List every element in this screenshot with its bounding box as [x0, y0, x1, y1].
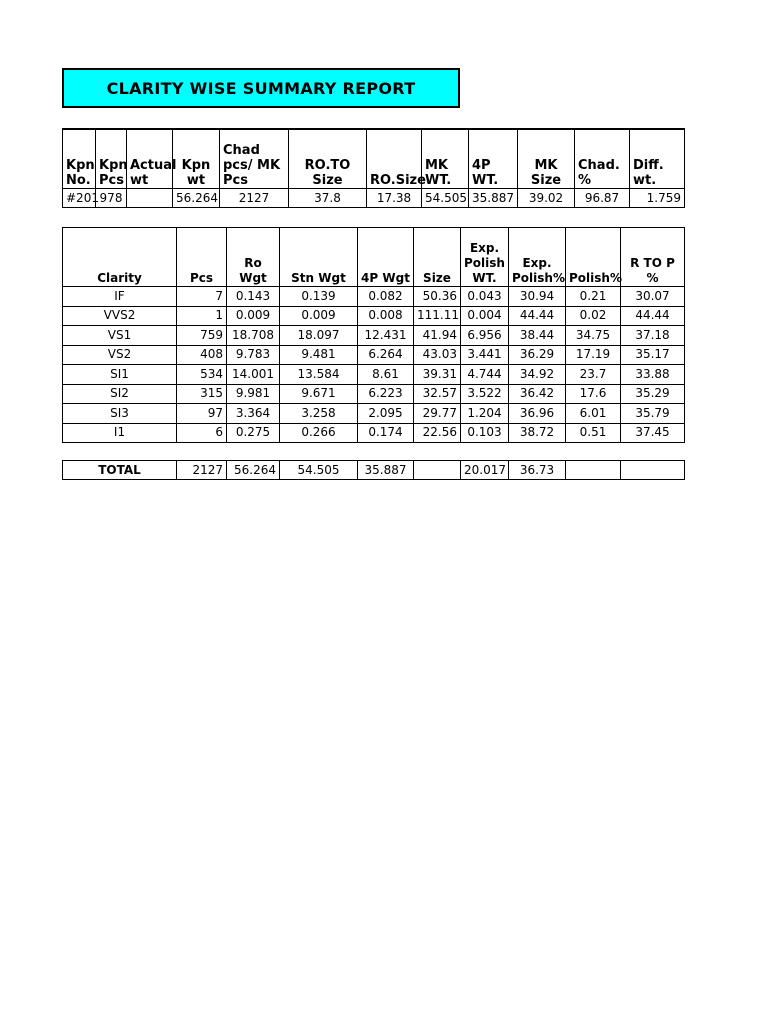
kpn-cell: 37.8 — [289, 189, 367, 208]
clarity-cell: 33.88 — [621, 365, 685, 385]
clarity-cell: 97 — [177, 404, 227, 424]
clarity-cell: 3.258 — [280, 404, 358, 424]
clarity-cell: 22.56 — [414, 423, 461, 443]
clarity-cell: 3.522 — [461, 384, 509, 404]
clarity-cell: 18.097 — [280, 326, 358, 346]
clarity-row — [63, 326, 685, 346]
clarity-cell: 50.36 — [414, 287, 461, 307]
clarity-row — [63, 404, 685, 424]
clarity-cell: 39.31 — [414, 365, 461, 385]
clarity-cell: 6.264 — [358, 345, 414, 365]
clarity-cell: 3.441 — [461, 345, 509, 365]
kpn-cell: 96.87 — [575, 189, 630, 208]
clarity-cell: 6.01 — [566, 404, 621, 424]
clarity-cell: 2.095 — [358, 404, 414, 424]
kpn-header-cell: RO.TO Size — [289, 129, 367, 189]
clarity-cell: 0.082 — [358, 287, 414, 307]
clarity-cell: 9.981 — [227, 384, 280, 404]
clarity-cell: 44.44 — [621, 306, 685, 326]
clarity-row — [63, 287, 685, 307]
clarity-header-cell: R TO P % — [621, 228, 685, 287]
clarity-grade-cell: I1 — [63, 423, 177, 443]
clarity-cell: 0.009 — [227, 306, 280, 326]
clarity-cell: 9.671 — [280, 384, 358, 404]
clarity-header-cell: Stn Wgt — [280, 228, 358, 287]
total-cell: 20.017 — [461, 461, 509, 480]
clarity-cell: 17.6 — [566, 384, 621, 404]
kpn-header-cell: Kpn No. — [63, 129, 96, 189]
total-cell: 56.264 — [227, 461, 280, 480]
clarity-cell: 3.364 — [227, 404, 280, 424]
kpn-cell — [127, 189, 173, 208]
clarity-cell: 36.42 — [509, 384, 566, 404]
total-label: TOTAL — [63, 461, 177, 480]
clarity-cell: 32.57 — [414, 384, 461, 404]
kpn-cell: 1.759 — [630, 189, 685, 208]
kpn-header-cell: MK Size — [518, 129, 575, 189]
clarity-cell: 18.708 — [227, 326, 280, 346]
clarity-cell: 9.783 — [227, 345, 280, 365]
clarity-row — [63, 365, 685, 385]
kpn-cell: 2127 — [220, 189, 289, 208]
kpn-cell: 54.505 — [422, 189, 469, 208]
clarity-cell: 534 — [177, 365, 227, 385]
clarity-cell: 0.043 — [461, 287, 509, 307]
clarity-row — [63, 423, 685, 443]
clarity-cell: 4.744 — [461, 365, 509, 385]
clarity-cell: 37.45 — [621, 423, 685, 443]
clarity-cell: 38.44 — [509, 326, 566, 346]
kpn-cell: 17.38 — [367, 189, 422, 208]
total-cell — [621, 461, 685, 480]
clarity-cell: 43.03 — [414, 345, 461, 365]
clarity-header-cell: Size — [414, 228, 461, 287]
clarity-cell: 9.481 — [280, 345, 358, 365]
kpn-cell: 35.887 — [469, 189, 518, 208]
kpn-header-cell: Kpn Pcs — [96, 129, 127, 189]
kpn-summary-table — [62, 128, 685, 208]
total-cell: 54.505 — [280, 461, 358, 480]
clarity-cell: 6.223 — [358, 384, 414, 404]
clarity-grade-cell: VVS2 — [63, 306, 177, 326]
clarity-cell: 6 — [177, 423, 227, 443]
clarity-cell: 0.174 — [358, 423, 414, 443]
clarity-cell: 759 — [177, 326, 227, 346]
total-table — [62, 460, 685, 480]
report-title: CLARITY WISE SUMMARY REPORT — [62, 68, 460, 108]
clarity-cell: 29.77 — [414, 404, 461, 424]
clarity-cell: 44.44 — [509, 306, 566, 326]
kpn-cell: #201 — [63, 189, 96, 208]
clarity-cell: 35.29 — [621, 384, 685, 404]
clarity-cell: 0.103 — [461, 423, 509, 443]
clarity-row — [63, 306, 685, 326]
clarity-cell: 35.79 — [621, 404, 685, 424]
kpn-header-cell: 4P WT. — [469, 129, 518, 189]
clarity-cell: 0.21 — [566, 287, 621, 307]
clarity-cell: 30.07 — [621, 287, 685, 307]
clarity-cell: 1 — [177, 306, 227, 326]
clarity-cell: 0.51 — [566, 423, 621, 443]
clarity-cell: 17.19 — [566, 345, 621, 365]
clarity-cell: 12.431 — [358, 326, 414, 346]
clarity-header-cell: Polish% — [566, 228, 621, 287]
total-cell — [414, 461, 461, 480]
clarity-cell: 23.7 — [566, 365, 621, 385]
clarity-cell: 36.29 — [509, 345, 566, 365]
kpn-data-row — [63, 189, 685, 208]
clarity-cell: 0.008 — [358, 306, 414, 326]
clarity-header-cell: Exp. Polish% — [509, 228, 566, 287]
total-cell: 36.73 — [509, 461, 566, 480]
clarity-grade-cell: SI2 — [63, 384, 177, 404]
clarity-header-row — [63, 228, 685, 287]
clarity-row — [63, 384, 685, 404]
kpn-cell: 56.264 — [173, 189, 220, 208]
kpn-header-row — [63, 129, 685, 189]
kpn-cell: 39.02 — [518, 189, 575, 208]
kpn-header-cell: Chad. % — [575, 129, 630, 189]
clarity-cell: 34.92 — [509, 365, 566, 385]
clarity-grade-cell: VS1 — [63, 326, 177, 346]
clarity-grade-cell: SI3 — [63, 404, 177, 424]
kpn-header-cell: Diff. wt. — [630, 129, 685, 189]
clarity-cell: 38.72 — [509, 423, 566, 443]
clarity-grade-cell: SI1 — [63, 365, 177, 385]
clarity-cell: 8.61 — [358, 365, 414, 385]
clarity-cell: 36.96 — [509, 404, 566, 424]
clarity-header-cell: 4P Wgt — [358, 228, 414, 287]
clarity-cell: 35.17 — [621, 345, 685, 365]
clarity-cell: 34.75 — [566, 326, 621, 346]
clarity-cell: 0.139 — [280, 287, 358, 307]
clarity-cell: 0.004 — [461, 306, 509, 326]
clarity-cell: 14.001 — [227, 365, 280, 385]
clarity-row — [63, 345, 685, 365]
clarity-header-cell: Clarity — [63, 228, 177, 287]
kpn-header-cell: RO.Size — [367, 129, 422, 189]
clarity-cell: 6.956 — [461, 326, 509, 346]
kpn-header-cell: Chad pcs/ MK Pcs — [220, 129, 289, 189]
clarity-cell: 315 — [177, 384, 227, 404]
clarity-cell: 0.009 — [280, 306, 358, 326]
clarity-cell: 408 — [177, 345, 227, 365]
kpn-header-cell: Kpn wt — [173, 129, 220, 189]
clarity-cell: 0.275 — [227, 423, 280, 443]
clarity-cell: 0.266 — [280, 423, 358, 443]
clarity-cell: 0.02 — [566, 306, 621, 326]
clarity-cell: 41.94 — [414, 326, 461, 346]
kpn-header-cell: Actual wt — [127, 129, 173, 189]
clarity-cell: 7 — [177, 287, 227, 307]
clarity-grade-cell: IF — [63, 287, 177, 307]
total-cell: 35.887 — [358, 461, 414, 480]
clarity-cell: 30.94 — [509, 287, 566, 307]
clarity-cell: 0.143 — [227, 287, 280, 307]
kpn-header-cell: MK WT. — [422, 129, 469, 189]
clarity-table — [62, 227, 685, 443]
total-cell: 2127 — [177, 461, 227, 480]
total-cell — [566, 461, 621, 480]
clarity-body — [63, 287, 685, 443]
clarity-cell: 13.584 — [280, 365, 358, 385]
clarity-cell: 37.18 — [621, 326, 685, 346]
clarity-cell: 111.11 — [414, 306, 461, 326]
kpn-cell: 978 — [96, 189, 127, 208]
clarity-cell: 1.204 — [461, 404, 509, 424]
clarity-header-cell: Ro Wgt — [227, 228, 280, 287]
clarity-header-cell: Pcs — [177, 228, 227, 287]
total-row — [63, 461, 685, 480]
clarity-header-cell: Exp. Polish WT. — [461, 228, 509, 287]
clarity-grade-cell: VS2 — [63, 345, 177, 365]
